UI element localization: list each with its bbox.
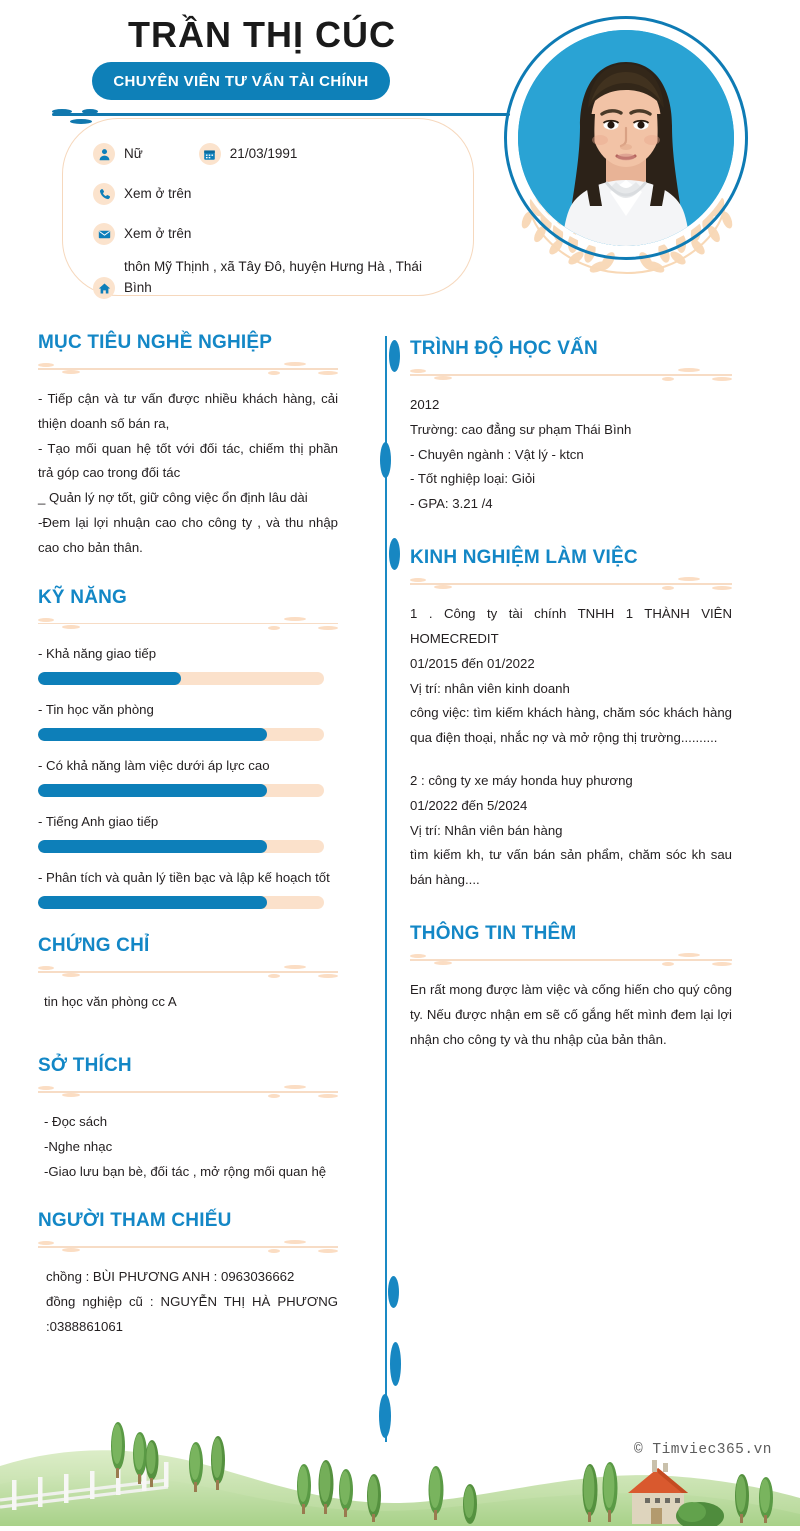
contact-info-card bbox=[62, 118, 474, 296]
experience-job bbox=[410, 769, 732, 893]
avatar bbox=[504, 16, 748, 260]
divider-bead bbox=[390, 1342, 401, 1386]
objective-line: - Tạo mối quan hệ tốt với đối tác, chiếm thị phần trả góp cao trong đối tác bbox=[38, 440, 338, 481]
skill-progress-fill bbox=[38, 784, 267, 797]
objective-line: - Tiếp cận và tư vấn được nhiều khách hàng, cải thiện doanh số bán ra, bbox=[38, 391, 338, 431]
skill-label: - Khả năng giao tiếp bbox=[38, 645, 157, 661]
reference-line: đồng nghiệp cũ : NGUYỄN THỊ HÀ PHƯƠNG :0388861061 bbox=[46, 1294, 338, 1335]
job-period: 01/2015 đến 01/2022 bbox=[410, 655, 535, 671]
email-value: Xem ở trên bbox=[124, 225, 192, 241]
section-objective bbox=[38, 332, 338, 561]
contact-row-address bbox=[93, 257, 473, 299]
person-icon bbox=[93, 143, 115, 165]
divider-bead bbox=[380, 442, 391, 478]
skill-progress-bar bbox=[38, 728, 324, 741]
skill-progress-fill bbox=[38, 728, 267, 741]
birthday-value: 21/03/1991 bbox=[229, 145, 298, 161]
skill-progress-fill bbox=[38, 840, 267, 853]
right-column bbox=[410, 338, 732, 1078]
job-duties: công việc: tìm kiếm khách hàng, chăm sóc khách hàng qua điện thoại, nhắc nợ và mở rộng thị trường.......... bbox=[410, 705, 732, 746]
section-heading-education: TRÌNH ĐỘ HỌC VẤN bbox=[410, 338, 598, 359]
skill-item bbox=[38, 698, 338, 741]
divider-bead bbox=[388, 1276, 399, 1308]
section-education bbox=[410, 338, 732, 517]
job-position: Vị trí: Nhân viên bán hàng bbox=[410, 822, 563, 838]
section-heading-more-info: THÔNG TIN THÊM bbox=[410, 923, 577, 944]
certificate-line: tin học văn phòng cc A bbox=[44, 994, 177, 1010]
footer-illustration bbox=[0, 1420, 800, 1526]
job-company: 2 : công ty xe máy honda huy phương bbox=[410, 772, 633, 788]
left-column bbox=[38, 332, 338, 1366]
hobby-line: -Nghe nhạc bbox=[44, 1138, 113, 1154]
job-company: 1 . Công ty tài chính TNHH 1 THÀNH VIÊN HOMECREDIT bbox=[410, 606, 732, 646]
section-heading-skills: KỸ NĂNG bbox=[38, 586, 128, 608]
experience-job bbox=[410, 602, 732, 751]
hobby-line: - Đọc sách bbox=[44, 1113, 108, 1129]
job-position: Vị trí: nhân viên kinh doanh bbox=[410, 680, 570, 696]
skill-label: - Tin học văn phòng bbox=[38, 701, 154, 717]
section-certificates bbox=[38, 935, 338, 1015]
candidate-name: TRẦN THỊ CÚC bbox=[128, 14, 396, 55]
section-heading-references: NGƯỜI THAM CHIẾU bbox=[38, 1210, 232, 1232]
section-underline bbox=[38, 1239, 338, 1253]
gender-value: Nữ bbox=[124, 145, 143, 161]
site-credit: © Timviec365.vn bbox=[633, 1442, 772, 1458]
contact-row-email bbox=[93, 217, 473, 251]
section-heading-certificates: CHỨNG CHỈ bbox=[38, 935, 150, 957]
section-underline bbox=[38, 616, 338, 630]
skill-label: - Phân tích và quản lý tiền bạc và lập kế hoạch tốt bbox=[38, 870, 330, 886]
skill-item bbox=[38, 866, 338, 909]
education-line: - Tốt nghiệp loại: Giỏi bbox=[410, 471, 536, 487]
landscape-illustration bbox=[0, 1420, 800, 1526]
rule-line bbox=[52, 113, 510, 116]
envelope-icon bbox=[93, 223, 115, 245]
cv-header bbox=[0, 0, 800, 318]
section-underline bbox=[38, 1084, 338, 1098]
skill-progress-bar bbox=[38, 672, 324, 685]
contact-row-phone bbox=[93, 177, 473, 211]
more-info-text: En rất mong được làm việc và cống hiến cho quý công ty. Nếu được nhận em sẽ cố gắng hết mình đem lại lợi nhận cho công ty và thu nhập của bản thân. bbox=[410, 982, 732, 1047]
section-skills bbox=[38, 587, 338, 909]
section-heading-experience: KINH NGHIỆM LÀM VIỆC bbox=[410, 547, 638, 569]
phone-icon bbox=[93, 183, 115, 205]
address-value: thôn Mỹ Thịnh , xã Tây Đô, huyện Hưng Hà , Thái Bình bbox=[124, 259, 422, 295]
avatar-photo bbox=[518, 30, 734, 246]
objective-line: -Đem lại lợi nhuận cao cho công ty , và thu nhập cao cho bản thân. bbox=[38, 515, 338, 555]
skill-label: - Tiếng Anh giao tiếp bbox=[38, 813, 159, 829]
skill-progress-bar bbox=[38, 840, 324, 853]
education-line: - GPA: 3.21 /4 bbox=[410, 496, 493, 512]
section-underline bbox=[38, 361, 338, 375]
job-duties: tìm kiếm kh, tư vấn bán sản phẩm, chăm sóc kh sau bán hàng.... bbox=[410, 847, 732, 888]
job-period: 01/2022 đến 5/2024 bbox=[410, 797, 528, 813]
section-underline bbox=[38, 964, 338, 978]
home-icon bbox=[93, 277, 115, 299]
skill-progress-bar bbox=[38, 784, 324, 797]
skill-progress-bar bbox=[38, 896, 324, 909]
section-underline bbox=[410, 952, 732, 966]
reference-line: chồng : BÙI PHƯƠNG ANH : 0963036662 bbox=[46, 1269, 295, 1285]
skill-item bbox=[38, 810, 338, 853]
section-heading-hobbies: SỞ THÍCH bbox=[38, 1054, 132, 1076]
skill-item bbox=[38, 642, 338, 685]
hobby-line: -Giao lưu bạn bè, đối tác , mở rộng mối quan hệ bbox=[44, 1163, 327, 1179]
skill-label: - Có khả năng làm việc dưới áp lực cao bbox=[38, 757, 270, 773]
phone-value: Xem ở trên bbox=[124, 185, 192, 201]
section-underline bbox=[410, 576, 732, 590]
section-references bbox=[38, 1210, 338, 1339]
education-line: 2012 bbox=[410, 397, 440, 412]
section-heading-objective: MỤC TIÊU NGHỀ NGHIỆP bbox=[38, 332, 273, 353]
education-line: - Chuyên ngành : Vật lý - ktcn bbox=[410, 446, 584, 462]
calendar-icon bbox=[199, 143, 221, 165]
contact-row-gender-birthday bbox=[93, 137, 473, 171]
section-more-info bbox=[410, 923, 732, 1052]
section-underline bbox=[410, 367, 732, 381]
column-divider bbox=[374, 336, 400, 1442]
objective-line: _ Quản lý nợ tốt, giữ công việc ổn định lâu dài bbox=[38, 490, 308, 506]
divider-bead bbox=[389, 538, 400, 570]
skill-progress-fill bbox=[38, 672, 181, 685]
divider-line bbox=[385, 336, 387, 1442]
job-title-text: CHUYÊN VIÊN TƯ VẤN TÀI CHÍNH bbox=[113, 72, 369, 90]
job-title-badge bbox=[92, 62, 390, 100]
skill-item bbox=[38, 754, 338, 797]
divider-bead bbox=[389, 340, 400, 372]
job-spacer bbox=[410, 751, 732, 769]
section-hobbies bbox=[38, 1055, 338, 1184]
skill-progress-fill bbox=[38, 896, 267, 909]
education-line: Trường: cao đẳng sư phạm Thái Bình bbox=[410, 421, 632, 437]
section-experience bbox=[410, 547, 732, 893]
